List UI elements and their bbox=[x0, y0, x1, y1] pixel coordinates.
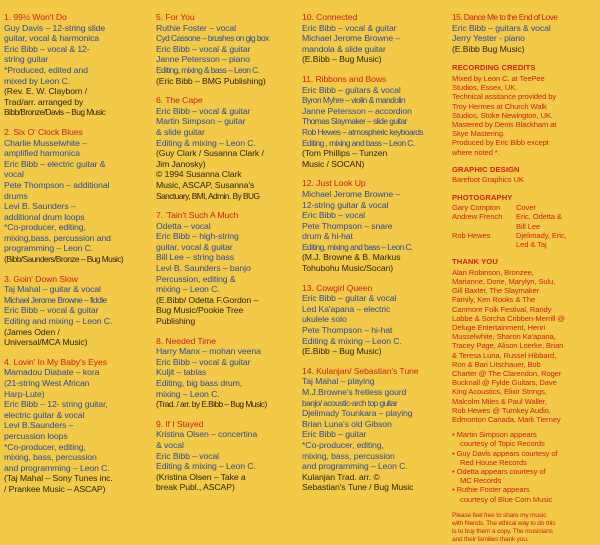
credit-line: Rob Hewes – atmospheric keyboards bbox=[302, 126, 424, 137]
credit-line: programming – Leon C. bbox=[4, 243, 94, 254]
credit-line: percussion loops bbox=[4, 430, 68, 441]
thank-you-line: Alan Robinson, Bronzee, bbox=[452, 267, 534, 277]
appearance-note-line: • Ruthie Foster appears bbox=[452, 485, 530, 495]
credit-line: Eric Bibb – guitar & vocal bbox=[302, 293, 397, 304]
photographer-name: Gary Compton bbox=[452, 203, 501, 213]
share-note bbox=[452, 512, 598, 545]
credit-line: (Taj Mahal – Sony Tunes inc. bbox=[4, 473, 113, 484]
credit-line: electric guitar & vocal bbox=[4, 409, 85, 420]
track-credits bbox=[4, 274, 150, 348]
track-credits bbox=[302, 74, 448, 169]
photography-section bbox=[452, 193, 598, 250]
track-title: 5. For You bbox=[156, 12, 195, 22]
track-credits bbox=[302, 283, 448, 357]
share-note-line: is to buy them a copy. The musicians bbox=[452, 528, 553, 536]
credit-line: string guitar bbox=[4, 54, 49, 65]
photographer-name: Andrew French bbox=[452, 212, 503, 222]
credit-line: (E.Bibb – Bug Music) bbox=[302, 346, 382, 357]
thank-you-line: Rob Hewes @ Turnkey Audio, bbox=[452, 405, 551, 415]
credit-line: Eric Bibb – vocal bbox=[302, 210, 366, 221]
credit-line: 12-string guitar & vocal bbox=[302, 199, 389, 210]
credit-line: and programming – Leon C. bbox=[302, 461, 408, 472]
credit-line: amplified harmonica bbox=[4, 148, 80, 159]
track-title: 10. Connected bbox=[302, 12, 358, 22]
credit-line: (21-string West African bbox=[4, 378, 90, 388]
credit-line: Janne Petersson – accordion bbox=[302, 105, 412, 116]
credit-line: & vocal bbox=[156, 439, 184, 450]
credit-line: Taj Mahal – playing bbox=[302, 376, 375, 387]
credit-line: Bill Lee – string bass bbox=[156, 252, 234, 263]
appearance-notes bbox=[452, 430, 598, 504]
credit-line: Ruthie Foster – vocal bbox=[156, 22, 236, 33]
track-credits bbox=[156, 95, 300, 201]
credit-line: / Prankee Music – ASCAP) bbox=[4, 483, 106, 494]
track-credits bbox=[302, 178, 448, 273]
credit-line: banjo/ acoustic-arch top guitar bbox=[302, 397, 398, 408]
credit-line: Tohubohu Music/Socan) bbox=[302, 263, 394, 274]
recording-credit-line: Studios, Stoke Newington, UK. bbox=[452, 110, 553, 120]
credit-line: Michael Jerome Browne – bbox=[302, 33, 401, 44]
track-title: 2. Six O' Clock Blues bbox=[4, 126, 83, 137]
credit-line: guitar, vocal & guitar bbox=[156, 241, 233, 252]
track-15-credits bbox=[452, 12, 598, 54]
thank-you-line: Canmore Folk Festival, Randy bbox=[452, 304, 552, 314]
credit-line: mixing, bass, percussion bbox=[302, 450, 395, 461]
credit-line: Eric Bibb – guitars & vocal bbox=[452, 22, 551, 33]
credit-line: (Guy Clark / Susanna Clark / bbox=[156, 148, 264, 159]
thank-you-line: Labbe & Sorcha Cribben-Merrill @ bbox=[452, 313, 565, 323]
graphic-design-credit: Barefoot Graphics UK bbox=[452, 175, 524, 185]
track-title: 11. Ribbons and Bows bbox=[302, 73, 387, 84]
track-title: 9. If I Stayed bbox=[156, 418, 204, 429]
credit-line: Pete Thompson – snare bbox=[302, 220, 393, 231]
credits-column-2 bbox=[156, 12, 300, 502]
photographer-name: Rob Hewes bbox=[452, 230, 491, 240]
recording-credit-line: Technical assitance provided by bbox=[452, 92, 557, 102]
credit-line: Brian Luna's old Gibson bbox=[302, 418, 392, 429]
appearance-note-line: courtesy of Topic Records bbox=[460, 439, 545, 449]
track-credits bbox=[156, 419, 300, 493]
credit-line: Editing , mixing and bass – Leon C. bbox=[302, 137, 415, 148]
photo-subject: Led & Taj bbox=[516, 240, 547, 249]
credit-line: *Co-producer, editing, bbox=[4, 222, 86, 233]
credit-line: Eric Bibb – vocal & guitar bbox=[302, 22, 397, 33]
credit-line: Music, ASCAP, Susanna's bbox=[156, 179, 255, 190]
thank-you-section bbox=[452, 257, 598, 424]
credit-line: Led Ka'apana – electric bbox=[302, 303, 391, 314]
credit-line: Editing & mixing – Leon C. bbox=[156, 461, 256, 472]
credit-line: Cyd Cassone – brushes on gig box bbox=[156, 33, 269, 44]
track-title: 3. Goin' Down Slow bbox=[4, 273, 78, 284]
credit-line: Martin Simpson – guitar bbox=[156, 116, 246, 127]
credit-line: Sanctuary, BMI, Admin. By BUG bbox=[156, 190, 260, 201]
credit-line: mixing, bass, percussion bbox=[4, 452, 97, 463]
appearance-note-line: • Odetta appears courtesy of bbox=[452, 467, 546, 477]
credit-line: Eric Bibb – guitar bbox=[302, 429, 367, 440]
credit-line: and programming – Leon C. bbox=[4, 462, 110, 473]
credit-line: Michael Jerome Browne – fiddle bbox=[4, 294, 107, 305]
recording-credits-section bbox=[452, 63, 598, 156]
track-title: 15. Dance Me to the End of Love bbox=[452, 12, 558, 22]
credit-line: Levi B. Saunders – banjo bbox=[156, 263, 251, 274]
credit-line: Trad/arr. arranged by bbox=[4, 96, 84, 107]
track-title: 13. Cowgirl Queen bbox=[302, 282, 373, 293]
credit-line: Levi B.Saunders – bbox=[4, 420, 74, 431]
credit-line: Sebastian's Tune / Bug Music bbox=[302, 482, 414, 493]
credit-line: M.J.Browne's fretless gourd bbox=[302, 387, 407, 397]
recording-credits-heading: RECORDING CREDITS bbox=[452, 63, 536, 73]
credit-line: Eric Bibb – vocal & guitar bbox=[4, 305, 99, 316]
credit-line: Eric Bibb – 12- string guitar, bbox=[4, 399, 108, 410]
credit-line: Eric Bibb – vocal & guitar bbox=[156, 105, 251, 116]
credit-line: Janne Petersson – piano bbox=[156, 54, 250, 65]
track-credits bbox=[156, 12, 300, 86]
credit-line: Djelimady Tounkara – playing bbox=[302, 408, 413, 419]
track-title: 7. 'Tain't Such A Much bbox=[156, 210, 239, 221]
credit-line: mixed by Leon C. bbox=[4, 75, 71, 86]
graphic-design-heading: GRAPHIC DESIGN bbox=[452, 164, 520, 174]
credit-line: Universal/MCA Music) bbox=[4, 337, 88, 348]
credit-line: Levi B. Saunders – bbox=[4, 201, 76, 212]
credit-line: (M.J. Browne & B. Markus bbox=[302, 252, 401, 263]
recording-credit-line: Mixed by Leon C. at TeePee bbox=[452, 73, 545, 83]
track-credits bbox=[4, 127, 150, 265]
track-title: 12. Just Look Up bbox=[302, 178, 366, 189]
credits-column-3 bbox=[302, 12, 448, 502]
credit-line: Eric Bibb – high-string bbox=[156, 231, 239, 242]
credit-line: Publishing bbox=[156, 316, 196, 327]
thank-you-line: Edmonton Canada, Mark Tierney bbox=[452, 415, 561, 425]
credit-line: mixing – Leon C. bbox=[156, 284, 220, 295]
credit-line: Percussion, editing & bbox=[156, 273, 236, 284]
credit-line: (Trad. / arr. by E.Bibb – Bug Music) bbox=[156, 399, 267, 410]
appearance-note-line: • Martin Simpson appears bbox=[452, 430, 537, 440]
credit-line: Editing and mixing – Leon C. bbox=[4, 316, 113, 327]
credit-line: (E.Bibb – Bug Music) bbox=[302, 54, 382, 65]
track-credits bbox=[302, 12, 448, 65]
credit-line: Odetta – vocal bbox=[156, 220, 211, 231]
thank-you-line: Deluge Entertainment, Henri bbox=[452, 323, 546, 333]
credit-line: Editing, big bass drum, bbox=[156, 378, 243, 388]
credit-line: Charlie Musselwhite – bbox=[4, 137, 87, 148]
appearance-note-line: Red House Records bbox=[460, 457, 527, 467]
track-title: 14. Kulanjan/ Sebastian's Tune bbox=[302, 365, 419, 376]
thank-you-line: Musselwhite, Sharon Ka'apana, bbox=[452, 332, 556, 342]
credit-line: (E.Bibb/ Odetta F.Gordon – bbox=[156, 294, 259, 305]
credit-line: (E.Bibb Bug Music) bbox=[452, 43, 525, 54]
credits-column-4 bbox=[452, 12, 598, 545]
thank-you-heading: THANK YOU bbox=[452, 257, 498, 267]
thank-you-line: Marianne, Dorie, Marylyn, Sulu, bbox=[452, 277, 556, 286]
photo-subject: Djelimady, Eric, bbox=[516, 230, 567, 240]
appearance-note-line: courtesy of Blue Corn Music bbox=[460, 494, 553, 504]
credit-line: mixing,bass, percussion and bbox=[4, 232, 111, 243]
credit-line: (Rev. E. W. Clayborn / bbox=[4, 86, 88, 97]
thank-you-line: Malcolm Miles & Paul Waller, bbox=[452, 396, 547, 406]
credit-line: Eric Bibb – electric guitar & bbox=[4, 158, 106, 169]
credit-line: vocal bbox=[4, 169, 24, 180]
credit-line: Bibb/Bronze/Davis – Bug Music bbox=[4, 107, 106, 118]
appearance-note-line: MC Records bbox=[460, 476, 502, 486]
credit-line: break Publ., ASCAP) bbox=[156, 482, 235, 493]
credit-line: *Co-producer, editing, bbox=[302, 439, 384, 450]
credit-line: drum & hi-hat bbox=[302, 231, 353, 242]
credit-line: Harry Manx – mohan veena bbox=[156, 346, 261, 357]
credit-line: Eric Bibb – vocal bbox=[156, 450, 220, 461]
credit-line: Mamadou Diabate – kora bbox=[4, 367, 100, 378]
thank-you-line: Family, Ken Rooks & The bbox=[452, 295, 536, 305]
credit-line: Editing, mixing & bass – Leon C. bbox=[156, 64, 260, 75]
credit-line: Music / SOCAN) bbox=[302, 158, 365, 169]
credit-line: (James Oden / bbox=[4, 326, 60, 337]
credit-line: (Kristina Olsen – Take a bbox=[156, 471, 246, 482]
track-credits bbox=[4, 12, 150, 118]
credit-line: Eric Bibb – vocal & 12- bbox=[4, 43, 90, 54]
track-credits bbox=[4, 357, 150, 495]
credit-line: Kuljit – tablas bbox=[156, 367, 207, 378]
recording-credit-line: Troy Hermes at Church Walk bbox=[452, 101, 547, 111]
recording-credit-line: where noted *. bbox=[452, 147, 500, 157]
credit-line: Eric Bibb – vocal & guitar bbox=[156, 356, 251, 367]
track-title: 1. 99½ Won't Do bbox=[4, 12, 67, 22]
photographer-name bbox=[452, 222, 514, 231]
credit-line: guitar, vocal & harmonica bbox=[4, 33, 100, 44]
thank-you-line: King Acoustics, Elixir Strings, bbox=[452, 387, 547, 397]
track-title: 8. Needed Time bbox=[156, 335, 216, 346]
credit-line: additional drum loops bbox=[4, 211, 85, 222]
credit-line: © 1994 Susanna Clark bbox=[156, 169, 242, 180]
credit-line: Editing, mixing and bass – Leon C. bbox=[302, 241, 413, 252]
credit-line: drums bbox=[4, 190, 28, 201]
thank-you-line: Bucknall @ Fylde Guitars, Dave bbox=[452, 378, 557, 388]
thank-you-line: Ron & Bari Litschauer, Bob bbox=[452, 359, 541, 369]
photo-subject: Cover bbox=[516, 203, 536, 213]
credit-line: Taj Mahal – guitar & vocal bbox=[4, 284, 101, 295]
photographer-name bbox=[452, 240, 514, 249]
credit-line: mandola & slide guitar bbox=[302, 43, 386, 54]
credit-line: Thomas Slaymaker – slide guitar bbox=[302, 116, 407, 127]
track-credits bbox=[156, 336, 300, 410]
credit-line: Kulanjan Trad. arr. © bbox=[302, 471, 380, 482]
recording-credit-line: Produced by Eric Bibb except bbox=[452, 138, 549, 148]
credit-line: (Eric Bibb – BMG Publishing) bbox=[156, 75, 266, 86]
thank-you-line: Charter @ The Clarendon, Roger bbox=[452, 369, 562, 379]
appearance-note-line: • Guy Davis appears courtesy of bbox=[452, 448, 558, 458]
credit-line: Byron Myhre – violin & mandolin bbox=[302, 95, 406, 106]
recording-credit-line: Skye Mastering. bbox=[452, 129, 505, 139]
credit-line: ukulele solo bbox=[302, 314, 347, 325]
credit-line: Jerry Yester - piano bbox=[452, 33, 525, 44]
credit-line: Pete Thompson – additional bbox=[4, 179, 110, 190]
credit-line: (Bibb/Saunders/Bronze – Bug Music) bbox=[4, 254, 124, 265]
thank-you-line: Gill Baxter, The Slaymaker bbox=[452, 286, 540, 296]
photo-subject: Bill Lee bbox=[516, 221, 541, 231]
credit-line: Guy Davis – 12-string slide bbox=[4, 22, 106, 33]
share-note-line: with friends. The ethical way to do this bbox=[452, 520, 556, 528]
recording-credit-line: Mastered by Denis Blackham at bbox=[452, 119, 557, 129]
track-credits bbox=[302, 366, 448, 493]
recording-credit-line: Studios, Essex, UK. bbox=[452, 83, 518, 93]
credit-line: Bug Music/Pookie Tree bbox=[156, 305, 244, 316]
thank-you-line: & Teresa Luna, Russel Hibbard, bbox=[452, 350, 557, 360]
share-note-line: and their families thank you. bbox=[452, 536, 529, 544]
credit-line: & slide guitar bbox=[156, 126, 205, 137]
credit-line: (Tom Phillips – Tunzen bbox=[302, 148, 388, 159]
credit-line: Pete Thompson – hi-hat bbox=[302, 325, 393, 336]
credit-line: Eric Bibb – vocal & guitar bbox=[156, 43, 251, 54]
credit-line: Michael Jerome Browne – bbox=[302, 188, 401, 199]
track-title: 6. The Cape bbox=[156, 95, 203, 106]
credits-column-1 bbox=[4, 12, 150, 504]
credit-line: Eric Bibb – guitars & vocal bbox=[302, 84, 401, 95]
credit-line: *Produced, edited and bbox=[4, 64, 88, 75]
credit-line: Editing & mixing – Leon C. bbox=[302, 335, 402, 346]
track-credits bbox=[156, 210, 300, 327]
photo-subject: Eric, Odetta & bbox=[516, 212, 562, 222]
credit-line: Kristina Olsen – concertina bbox=[156, 429, 258, 440]
credit-line: Jim Janosky) bbox=[156, 158, 206, 169]
graphic-design-section bbox=[452, 165, 598, 185]
credit-line: Harp-Lute) bbox=[4, 388, 45, 399]
track-title: 4. Lovin' In My Baby's Eyes bbox=[4, 356, 107, 367]
photography-heading: PHOTOGRAPHY bbox=[452, 192, 513, 202]
thank-you-line: Tracey Page, Alison Loerke, Brian bbox=[452, 341, 564, 351]
credit-line: mixing – Leon C. bbox=[156, 388, 220, 399]
credit-line: *Co-producer, editing, bbox=[4, 441, 86, 452]
credit-line: Editing & mixing – Leon C. bbox=[156, 137, 256, 148]
share-note-line: Please feel free to share my music bbox=[452, 511, 547, 519]
